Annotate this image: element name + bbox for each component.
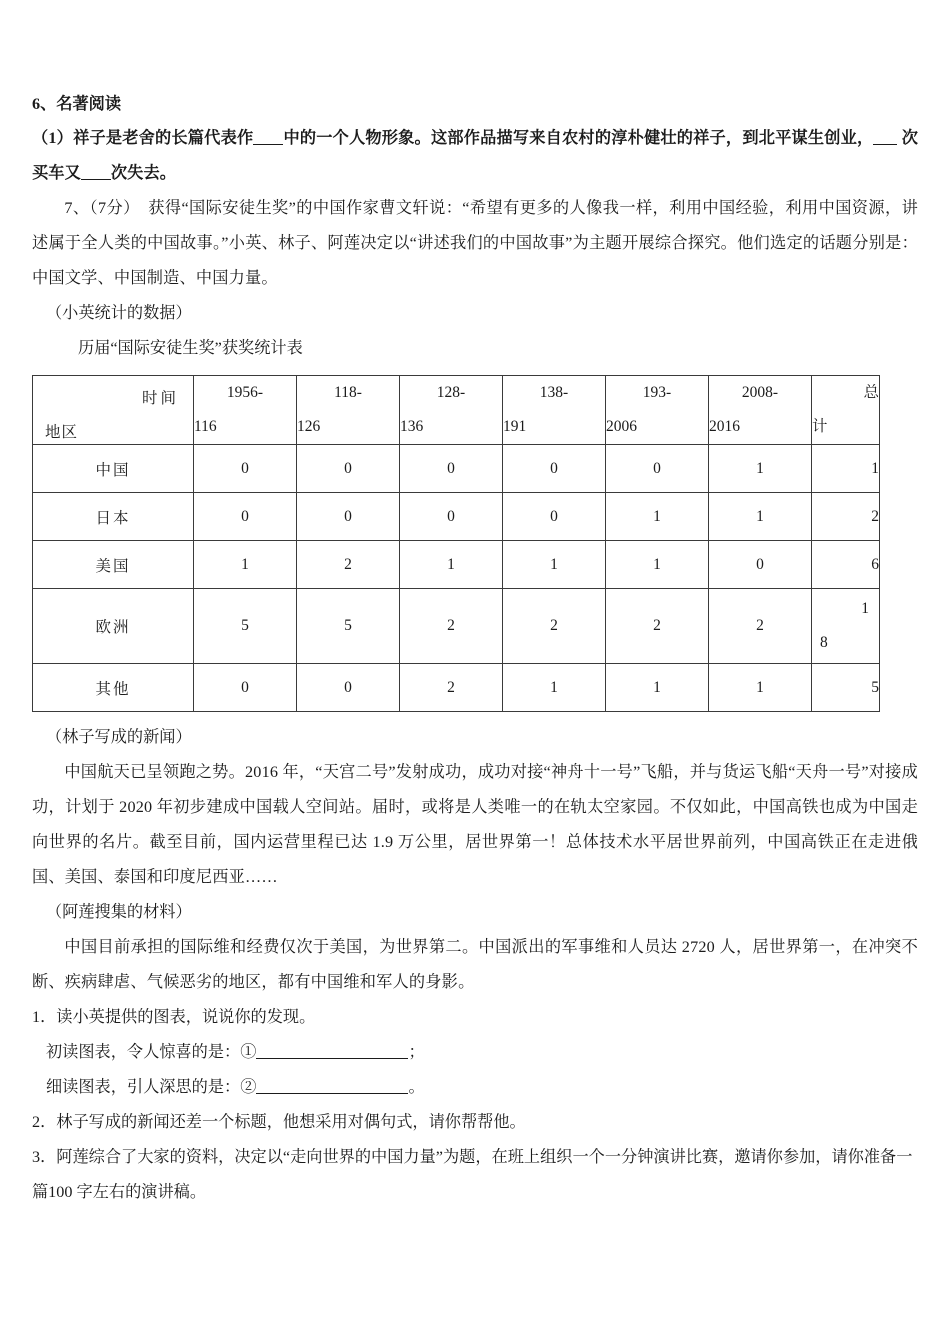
cell-europe-4: 2: [503, 589, 606, 664]
q1a-label: 初读图表，令人惊喜的是：①: [46, 1043, 257, 1061]
cell-japan-5: 1: [606, 493, 709, 541]
cell-usa-1: 1: [194, 541, 297, 589]
table-corner-cell: [33, 376, 194, 445]
cell-china-6: 1: [709, 445, 812, 493]
cell-other-2: 0: [297, 664, 400, 712]
europe-total-line-2: 8: [820, 634, 828, 651]
period-2-line-2: 126: [297, 418, 321, 435]
corner-label-region: 地区: [45, 424, 79, 441]
q1-text-part-2: 中的一个人物形象。这部作品描写来自农村的淳朴健壮的祥子，到北平谋生创业，: [283, 129, 874, 147]
period-1-line-2: 116: [194, 418, 217, 435]
cell-europe-2: 5: [297, 589, 400, 664]
period-6-line-1: 2008-: [741, 384, 779, 401]
cell-europe-1: 5: [194, 589, 297, 664]
table-row: [33, 664, 880, 712]
period-5-line-1: 193-: [642, 384, 672, 401]
cell-japan-total: 2: [812, 493, 880, 541]
table-header-period-6: [709, 376, 812, 445]
cell-china-1: 0: [194, 445, 297, 493]
table-header-period-2: [297, 376, 400, 445]
cell-china-2: 0: [297, 445, 400, 493]
cell-europe-6: 2: [709, 589, 812, 664]
cell-europe-total: [812, 589, 880, 664]
cell-japan-6: 1: [709, 493, 812, 541]
cell-japan-1: 0: [194, 493, 297, 541]
blank-lose-count[interactable]: [81, 179, 111, 180]
cell-usa-3: 1: [400, 541, 503, 589]
table-row: [33, 445, 880, 493]
question-1-blank-a: [32, 1035, 918, 1070]
row-label-japan: 日本: [33, 493, 194, 541]
cell-europe-5: 2: [606, 589, 709, 664]
cell-usa-4: 1: [503, 541, 606, 589]
cell-usa-5: 1: [606, 541, 709, 589]
cell-china-total: 1: [812, 445, 880, 493]
period-3-line-1: 128-: [436, 384, 466, 401]
period-2-line-1: 118-: [334, 384, 362, 401]
answer-blank-1[interactable]: [256, 1058, 408, 1059]
q1b-end: 。: [408, 1078, 425, 1096]
cell-other-total: 5: [812, 664, 880, 712]
question-1: 1．读小英提供的图表，说说你的发现。: [32, 1008, 316, 1026]
table-header-period-3: [400, 376, 503, 445]
blank-novel-title[interactable]: [253, 144, 283, 145]
news-paragraph: 中国航天已呈领跑之势。2016 年，“天宫二号”发射成功，成功对接“神舟十一号”飞船，并与货运飞船“天舟一号”对接成功，计划于 2020 年初步建成中国载人空间站。届时，或将是人类唯一的在轨太空家园。不仅如此，中国高铁也成为中国走向世界的名片。截至目前，国内运营里程已达 1.9 万公里，居世界第一！总体技术水平居世界前列，中国高铁正在走进俄国、美国、泰国和印度尼西亚……: [32, 763, 918, 886]
cell-other-1: 0: [194, 664, 297, 712]
cell-usa-total: 6: [812, 541, 880, 589]
page-content: [32, 88, 918, 1210]
row-label-other: 其他: [33, 664, 194, 712]
cell-china-4: 0: [503, 445, 606, 493]
table-caption: 历届“国际安徒生奖”获奖统计表: [78, 339, 303, 357]
q1-text-part-4: 次失去。: [110, 164, 177, 182]
section-7-intro: 7、（7分） 获得“国际安徒生奖”的中国作家曹文轩说：“希望有更多的人像我一样，利用中国经验，利用中国资源，讲述属于全人类的中国故事。”小英、林子、阿莲决定以“讲述我们的中国故事”为主题开展综合探究。他们选定的话题分别是：中国文学、中国制造、中国力量。: [32, 199, 918, 287]
cell-other-3: 2: [400, 664, 503, 712]
q1a-end: ；: [408, 1043, 425, 1061]
total-header-line-2: 计: [812, 418, 828, 435]
period-4-line-1: 138-: [539, 384, 569, 401]
table-row: [33, 493, 880, 541]
europe-total-line-1: 1: [861, 600, 869, 617]
cell-usa-2: 2: [297, 541, 400, 589]
section-6-question-1: [32, 121, 918, 191]
source-label-linzi: （林子写成的新闻）: [46, 728, 192, 746]
table-header-row: [33, 376, 880, 445]
blank-buy-count[interactable]: [873, 144, 897, 145]
cell-japan-2: 0: [297, 493, 400, 541]
row-label-europe: 欧洲: [33, 589, 194, 664]
period-1-line-1: 1956-: [226, 384, 264, 401]
cell-japan-3: 0: [400, 493, 503, 541]
source-label-alian: （阿莲搜集的材料）: [46, 903, 192, 921]
corner-label-time: 时间: [141, 390, 179, 407]
q1-text-part-1: （1）祥子是老舍的长篇代表作: [32, 129, 254, 147]
cell-other-5: 1: [606, 664, 709, 712]
alian-paragraph: 中国目前承担的国际维和经费仅次于美国，为世界第二。中国派出的军事维和人员达 2720 人，居世界第一，在冲突不断、疾病肆虐、气候恶劣的地区，都有中国维和军人的身影。: [32, 938, 918, 991]
total-header-line-1: 总: [863, 384, 879, 401]
cell-japan-4: 0: [503, 493, 606, 541]
question-3: 3．阿莲综合了大家的资料，决定以“走向世界的中国力量”为题，在班上组织一个一分钟演讲比赛，邀请你参加，请你准备一篇100 字左右的演讲稿。: [32, 1148, 913, 1201]
cell-china-5: 0: [606, 445, 709, 493]
table-row: [33, 541, 880, 589]
q1-text-part-3: 次买车又: [32, 129, 918, 182]
cell-europe-3: 2: [400, 589, 503, 664]
source-label-xiaoying: （小英统计的数据）: [46, 304, 192, 322]
q1b-label: 细读图表，引人深思的是：②: [46, 1078, 257, 1096]
period-6-line-2: 2016: [709, 418, 740, 435]
cell-other-6: 1: [709, 664, 812, 712]
section-6-heading: 6、名著阅读: [32, 95, 122, 113]
answer-blank-2[interactable]: [256, 1093, 408, 1094]
row-label-usa: 美国: [33, 541, 194, 589]
period-5-line-2: 2006: [606, 418, 637, 435]
table-row: [33, 589, 880, 664]
table-header-period-5: [606, 376, 709, 445]
period-4-line-2: 191: [503, 418, 527, 435]
table-header-total: [812, 376, 880, 445]
cell-usa-6: 0: [709, 541, 812, 589]
award-statistics-table: [32, 375, 880, 712]
period-3-line-2: 136: [400, 418, 424, 435]
table-header-period-1: [194, 376, 297, 445]
question-1-blank-b: [32, 1070, 918, 1105]
table-header-period-4: [503, 376, 606, 445]
question-2: 2．林子写成的新闻还差一个标题，他想采用对偶句式，请你帮帮他。: [32, 1113, 526, 1131]
row-label-china: 中国: [33, 445, 194, 493]
cell-other-4: 1: [503, 664, 606, 712]
cell-china-3: 0: [400, 445, 503, 493]
